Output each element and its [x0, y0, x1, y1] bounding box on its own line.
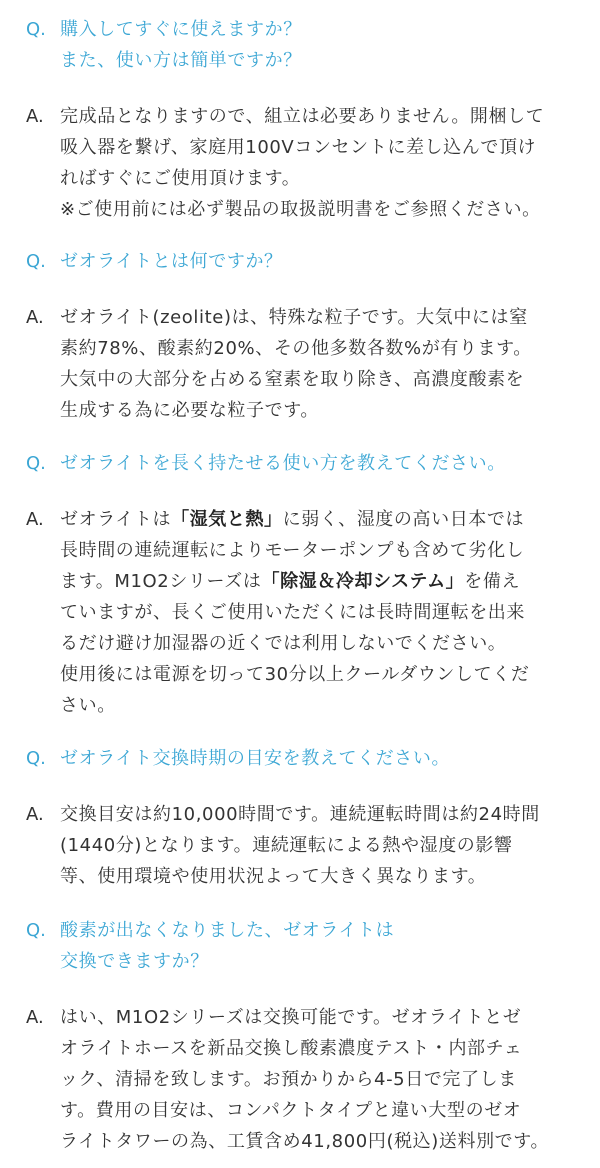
answer-mark: A.	[26, 804, 44, 825]
answer-line: 交換目安は約10,000時間です。連続運転時間は約24時間	[60, 804, 540, 825]
faq-answer	[0, 799, 600, 892]
faq-answer	[0, 1002, 600, 1157]
answer-line: オライトホースを新品交換し酸素濃度テスト・内部チェ	[60, 1038, 523, 1059]
question-mark: Q.	[26, 453, 46, 474]
faq-answer	[0, 504, 600, 721]
question-mark: Q.	[26, 920, 46, 941]
answer-line: 等、使用環境や使用状況よって大きく異なります。	[60, 866, 487, 887]
answer-line: るだけ避け加湿器の近くでは利用しないでください。	[60, 633, 507, 654]
faq-answer	[0, 302, 600, 426]
faq-answer	[0, 101, 600, 225]
answer-emphasis: 「除湿＆冷却システム」	[261, 571, 465, 592]
answer-line: 吸入器を繋げ、家庭用100Vコンセントに差し込んで頂け	[60, 137, 537, 158]
answer-line: ゼオライト(zeolite)は、特殊な粒子です。大気中には窒	[60, 307, 528, 328]
answer-mark: A.	[26, 509, 44, 530]
faq-item	[0, 743, 600, 892]
answer-emphasis: 「湿気と熱」	[171, 509, 283, 530]
faq-question	[0, 246, 600, 277]
question-line: ゼオライトとは何ですか？	[60, 251, 283, 272]
faq-item	[0, 246, 600, 426]
faq-item	[0, 14, 600, 225]
answer-line: ック、清掃を致します。お預かりから4-5日で完了しま	[60, 1069, 517, 1090]
answer-line: ライトタワーの為、工賃含め41,800円(税込)送料別です。	[60, 1131, 550, 1152]
answer-text: ます。M1O2シリーズは	[60, 571, 262, 592]
question-line: 酸素が出なくなりました、ゼオライトは	[60, 920, 395, 941]
answer-line: す。費用の目安は、コンパクトタイプと違い大型のゼオ	[60, 1100, 522, 1121]
answer-line: 大気中の大部分を占める窒素を取り除き、高濃度酸素を	[60, 369, 525, 390]
faq-item	[0, 448, 600, 721]
answer-line: さい。	[60, 695, 116, 716]
answer-line: (1440分)となります。連続運転による熱や湿度の影響	[60, 835, 513, 856]
answer-text: に弱く、湿度の高い日本では	[282, 509, 525, 530]
answer-mark: A.	[26, 307, 44, 328]
answer-text: を備え	[464, 571, 521, 592]
answer-line: ていますが、長くご使用いただくには長時間運転を出来	[60, 602, 525, 623]
answer-mark: A.	[26, 1007, 44, 1028]
answer-line	[60, 504, 600, 535]
answer-text: ゼオライトは	[60, 509, 172, 530]
question-mark: Q.	[26, 251, 46, 272]
faq-question	[0, 448, 600, 479]
answer-line: 完成品となりますので、組立は必要ありません。開梱して	[60, 106, 545, 127]
answer-line: はい、M1O2シリーズは交換可能です。ゼオライトとゼ	[60, 1007, 522, 1028]
question-line: また、使い方は簡単ですか？	[60, 50, 302, 71]
question-line: ゼオライト交換時期の目安を教えてください。	[60, 748, 451, 769]
answer-line	[60, 566, 600, 597]
answer-line: 素約78%、酸素約20%、その他多数各数%が有ります。	[60, 338, 532, 359]
question-line: 購入してすぐに使えますか？	[60, 19, 302, 40]
answer-line: 長時間の連続運転によりモーターポンプも含めて劣化し	[60, 540, 525, 561]
faq-item	[0, 915, 600, 1157]
question-line: 交換できますか？	[60, 951, 209, 972]
faq-question	[0, 915, 600, 977]
answer-line: 使用後には電源を切って30分以上クールダウンしてくだ	[60, 664, 530, 685]
faq-question	[0, 743, 600, 774]
answer-mark: A.	[26, 106, 44, 127]
question-mark: Q.	[26, 19, 46, 40]
answer-line: ※ご使用前には必ず製品の取扱説明書をご参照ください。	[60, 199, 541, 220]
question-mark: Q.	[26, 748, 46, 769]
faq-question	[0, 14, 600, 76]
answer-line: 生成する為に必要な粒子です。	[60, 400, 319, 421]
answer-line: ればすぐにご使用頂けます。	[60, 168, 301, 189]
question-line: ゼオライトを長く持たせる使い方を教えてください。	[60, 453, 506, 474]
